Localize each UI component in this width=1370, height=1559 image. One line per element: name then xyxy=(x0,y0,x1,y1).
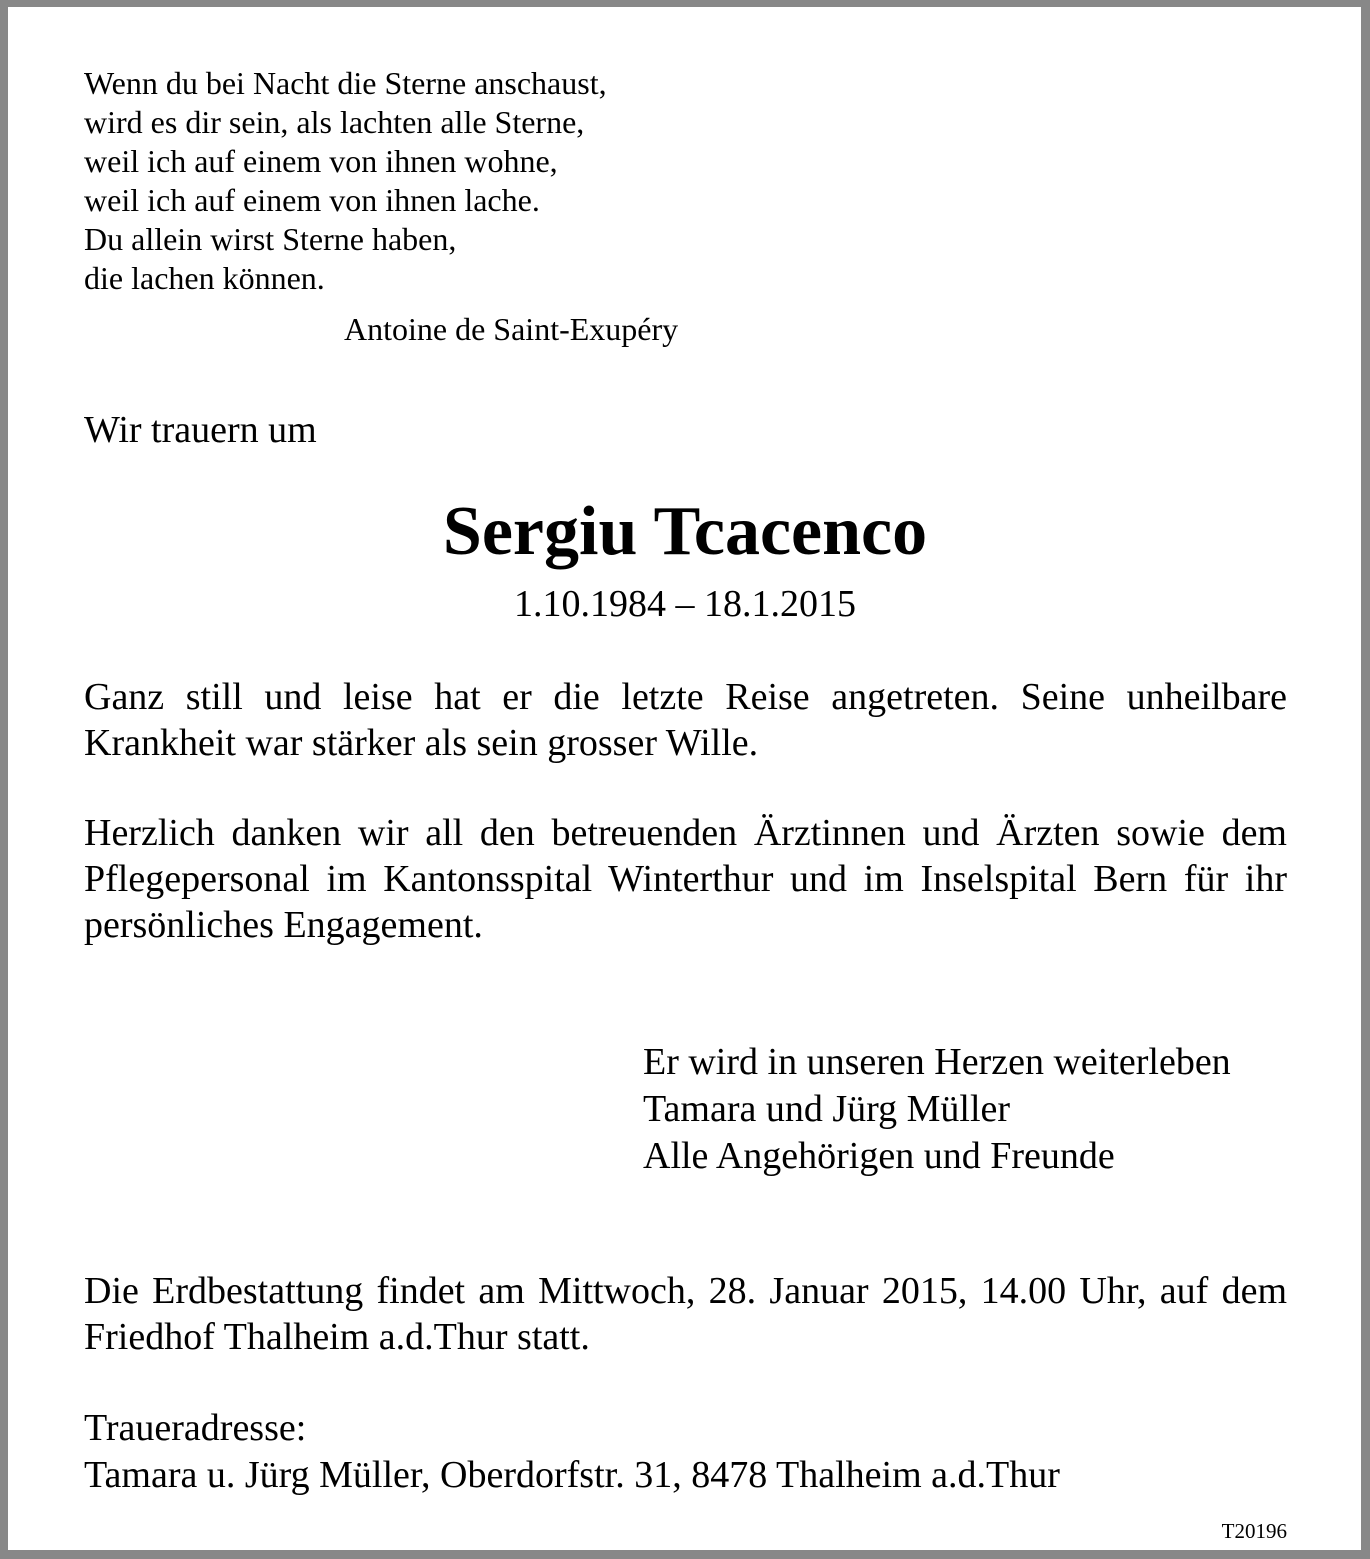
poem-line: Du allein wirst Sterne haben, xyxy=(84,221,457,257)
signature-line: Tamara und Jürg Müller xyxy=(643,1088,1011,1130)
poem xyxy=(84,64,607,298)
burial-paragraph: Die Erdbestattung findet am Mittwoch, 28. Januar 2015, 14.00 Uhr, auf dem Friedhof Thalheim a.d.Thur statt. xyxy=(84,1270,1287,1358)
mourning-intro: Wir trauern um xyxy=(84,409,317,451)
signature-line: Alle Angehörigen und Freunde xyxy=(643,1135,1115,1177)
poem-line: weil ich auf einem von ihnen lache. xyxy=(84,182,540,218)
reference-code: T20196 xyxy=(1221,1519,1287,1543)
life-dates: 1.10.1984 – 18.1.2015 xyxy=(514,583,856,625)
signature-line: Er wird in unseren Herzen weiterleben xyxy=(643,1041,1231,1083)
poem-line: die lachen können. xyxy=(84,260,325,296)
poem-line: Wenn du bei Nacht die Sterne anschaust, xyxy=(84,65,607,101)
deceased-name: Sergiu Tcacenco xyxy=(442,493,928,570)
mourning-address xyxy=(84,1405,1060,1499)
signature-block xyxy=(643,1039,1231,1180)
thanks-paragraph: Herzlich danken wir all den betreuenden Ärztinnen und Ärzten sowie dem Pflegepersonal im Kantonsspital Winterthur und im Inselspital Bern für ihr persönliches Engagement. xyxy=(84,812,1287,946)
illness-paragraph: Ganz still und leise hat er die letzte Reise angetreten. Seine unheilbare Krankheit war stärker als sein grosser Wille. xyxy=(84,676,1287,764)
poem-line: weil ich auf einem von ihnen wohne, xyxy=(84,143,558,179)
address-label: Traueradresse: xyxy=(84,1407,307,1449)
poem-line: wird es dir sein, als lachten alle Sterne, xyxy=(84,104,585,140)
address-text: Tamara u. Jürg Müller, Oberdorfstr. 31, 8478 Thalheim a.d.Thur xyxy=(84,1454,1060,1496)
poem-author: Antoine de Saint-Exupéry xyxy=(344,311,679,347)
